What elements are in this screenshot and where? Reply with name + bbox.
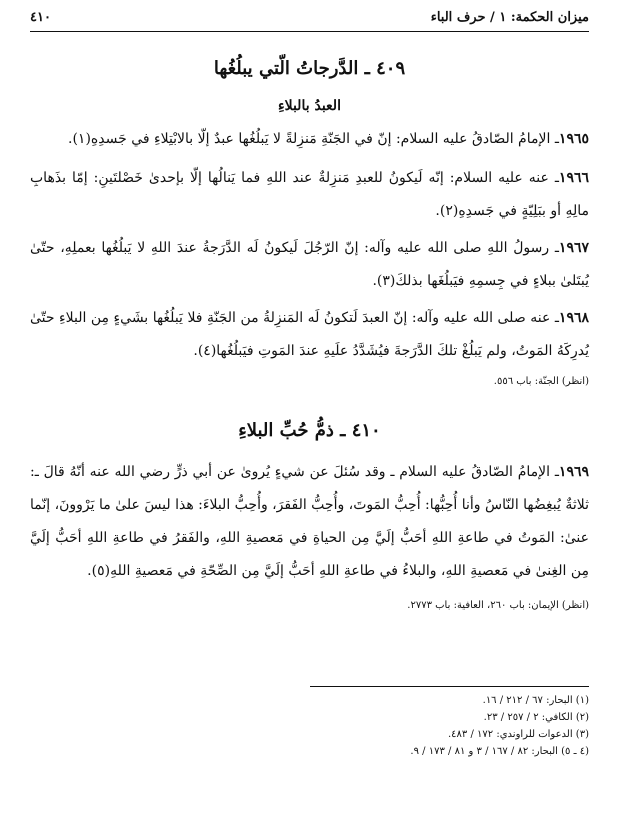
hadith-1966	[30, 162, 589, 228]
hadith-text: ـ رسولُ اللهِ صلى الله عليه وآله: إنّ الرّجُلَ لَيكونُ لَه الدَّرَجةُ عندَ اللهِ لا يَبلُغُها بعملِهِ، حتّىٰ يُبتَلىٰ ببلاءٍ في جِسمِهِ فيَبلُغَها بذلكَ(٣).	[30, 240, 589, 289]
hadith-number: ١٩٦٩	[558, 464, 589, 480]
hadith-text: ـ عنه صلى الله عليه وآله: إنّ العبدَ لَتكونُ لَه المَنزِلةُ من الجَنّةِ فلا يَبلُغُها بشَيءٍ مِن البلاءِ حتّىٰ يُدرِكَهُ المَوتُ، ولم يَبلُغْ تلكَ الدَّرَجةَ فيُشَدَّدُ علَيهِ عندَ المَوتِ فيَبلُغُها(٤).	[30, 310, 589, 359]
footnote-3: (٣) الدعوات للراوندي: ١٧٢ / ٤٨٣.	[447, 729, 589, 740]
chapter-title-409: ٤٠٩ ـ الدَّرجاتُ الّتي يبلُغُها	[213, 58, 406, 79]
footnotes	[30, 692, 589, 760]
header-rule	[30, 31, 589, 32]
footnote-4-5: (٤ ـ ٥) البحار: ٨٢ / ١٦٧ / ٣ و ٨١ / ١٧٣ / ٩.	[410, 746, 589, 757]
footnote-2: (٢) الكافي: ٢ / ٢٥٧ / ٢٣.	[483, 712, 589, 723]
hadith-1969	[30, 456, 589, 588]
hadith-number: ١٩٦٧	[558, 240, 589, 256]
page-number: ٤١٠	[30, 10, 51, 25]
hadith-1967	[30, 232, 589, 298]
hadith-1968	[30, 302, 589, 368]
footnote-rule	[310, 686, 589, 687]
chapter-title-410: ٤١٠ ـ ذمُّ حُبِّ البلاءِ	[238, 420, 381, 441]
hadith-text: ـ عنه عليه السلام: إنّه لَيكونُ للعبدِ مَنزِلةٌ عند اللهِ فما يَنالُها إلّا بإحدىٰ خَصْلتَينِ: إمّا بذَهابِ مالِهِ أو ببَلِيّةٍ في جَسدِهِ(٢).	[30, 170, 589, 219]
footnote-1: (١) البحار: ٦٧ / ٢١٢ / ١٦.	[482, 695, 589, 706]
header-title: ميزان الحكمة: ١ / حرف الباء	[430, 10, 589, 25]
hadith-number: ١٩٦٦	[558, 170, 589, 186]
hadith-1965	[30, 123, 589, 156]
hadith-number: ١٩٦٥	[558, 131, 589, 147]
running-header	[30, 8, 589, 32]
cross-reference: (انظر) الإيمان: باب ٢٦٠، العافية: باب ٢٧٧٣.	[407, 600, 589, 611]
hadith-number: ١٩٦٨	[558, 310, 589, 326]
hadith-text: ـ الإمامُ الصّادقُ عليه السلام ـ وقد سُئلَ عن شيءٍ يُروىٰ عن أبي ذرٍّ رضي الله عنه أنّهُ قالَ ـ: ثلاثةٌ يُبغِضُها النّاسُ وأنا أُحِبُّها: أُحِبُّ المَوتَ، وأُحِبُّ الفَقرَ، وأُحِبُّ البلاءَ: هذا ليسَ علىٰ ما يَرْوونَ، إنّما عنىٰ: المَوتُ في طاعةِ اللهِ أحَبُّ إلَيَّ مِن الحياةِ في مَعصيةِ اللهِ، والفَقرُ في طاعةِ اللهِ أحَبُّ إلَيَّ مِن الغِنىٰ في مَعصيةِ اللهِ، والبلاءُ في طاعةِ اللهِ أحَبُّ إلَيَّ مِن الصِّحّةِ في مَعصيةِ اللهِ(٥).	[30, 464, 589, 579]
hadith-text: ـ الإمامُ الصّادقُ عليه السلام: إنّ في الجَنّةِ مَنزِلةً لا يَبلُغُها عبدٌ إلّا بالابْتِلاءِ في جَسدِهِ(١).	[68, 131, 559, 147]
cross-reference: (انظر) الجنّة: باب ٥٥٦.	[493, 376, 589, 387]
section-title: العبدُ بالبلاءِ	[278, 98, 341, 114]
